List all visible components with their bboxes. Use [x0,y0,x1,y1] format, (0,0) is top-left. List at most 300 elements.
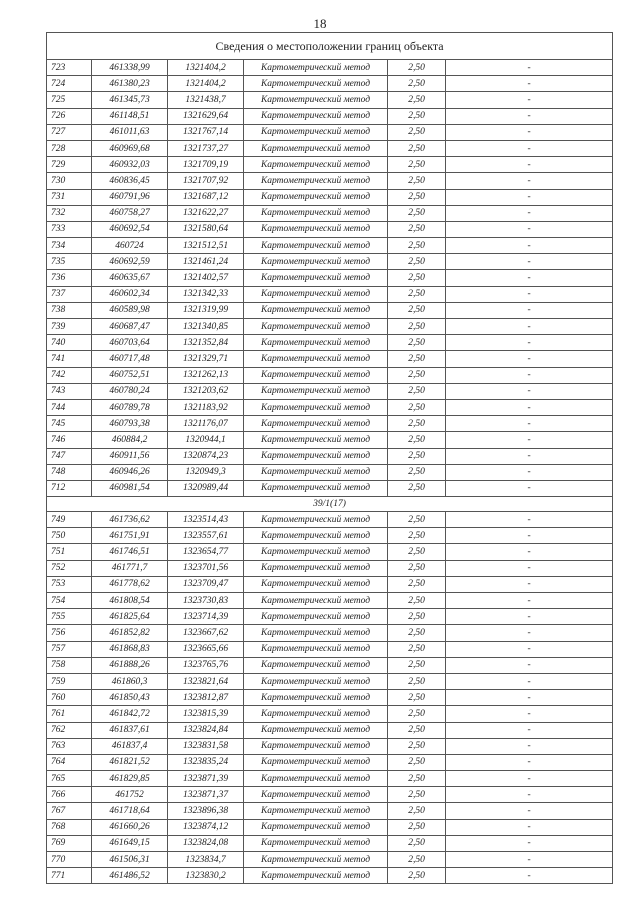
x-coordinate-cell: 461486,52 [92,868,168,884]
description-cell: - [446,335,613,351]
point-number-cell: 751 [47,544,92,560]
x-coordinate-cell: 460687,47 [92,319,168,335]
table-row [47,609,613,625]
x-coordinate-cell: 461338,99 [92,60,168,76]
accuracy-cell: 2,50 [388,399,446,415]
description-cell: - [446,92,613,108]
description-cell: - [446,108,613,124]
table-row [47,657,613,673]
table-row [47,803,613,819]
accuracy-cell: 2,50 [388,432,446,448]
table-row [47,432,613,448]
table-row [47,60,613,76]
accuracy-cell: 2,50 [388,76,446,92]
table-title-row [47,33,613,60]
table-row [47,754,613,770]
x-coordinate-cell: 461751,91 [92,528,168,544]
point-number-cell: 726 [47,108,92,124]
method-cell: Картометрический метод [244,787,388,803]
description-cell: - [446,657,613,673]
accuracy-cell: 2,50 [388,124,446,140]
y-coordinate-cell: 1321404,2 [168,60,244,76]
table-row [47,512,613,528]
accuracy-cell: 2,50 [388,868,446,884]
x-coordinate-cell: 461860,3 [92,673,168,689]
method-cell: Картометрический метод [244,803,388,819]
point-number-cell: 730 [47,173,92,189]
point-number-cell: 754 [47,593,92,609]
table-row [47,124,613,140]
method-cell: Картометрический метод [244,92,388,108]
accuracy-cell: 2,50 [388,576,446,592]
method-cell: Картометрический метод [244,319,388,335]
x-coordinate-cell: 461868,83 [92,641,168,657]
y-coordinate-cell: 1323709,47 [168,576,244,592]
y-coordinate-cell: 1321404,2 [168,76,244,92]
accuracy-cell: 2,50 [388,302,446,318]
table-row [47,351,613,367]
x-coordinate-cell: 461888,26 [92,657,168,673]
table-row [47,254,613,270]
y-coordinate-cell: 1320874,23 [168,448,244,464]
point-number-cell: 728 [47,140,92,156]
description-cell: - [446,124,613,140]
accuracy-cell: 2,50 [388,852,446,868]
table-row [47,771,613,787]
accuracy-cell: 2,50 [388,738,446,754]
description-cell: - [446,60,613,76]
table-row [47,690,613,706]
method-cell: Картометрический метод [244,140,388,156]
method-cell: Картометрический метод [244,625,388,641]
description-cell: - [446,722,613,738]
point-number-cell: 764 [47,754,92,770]
description-cell: - [446,157,613,173]
table-row [47,738,613,754]
description-cell: - [446,754,613,770]
accuracy-cell: 2,50 [388,673,446,689]
description-cell: - [446,319,613,335]
x-coordinate-cell: 461852,82 [92,625,168,641]
point-number-cell: 746 [47,432,92,448]
y-coordinate-cell: 1323834,7 [168,852,244,868]
table-row [47,835,613,851]
accuracy-cell: 2,50 [388,140,446,156]
method-cell: Картометрический метод [244,690,388,706]
x-coordinate-cell: 460692,54 [92,221,168,237]
y-coordinate-cell: 1321176,07 [168,416,244,432]
method-cell: Картометрический метод [244,367,388,383]
method-cell: Картометрический метод [244,270,388,286]
y-coordinate-cell: 1323665,66 [168,641,244,657]
y-coordinate-cell: 1323874,12 [168,819,244,835]
accuracy-cell: 2,50 [388,754,446,770]
accuracy-cell: 2,50 [388,722,446,738]
table-row [47,286,613,302]
method-cell: Картометрический метод [244,302,388,318]
accuracy-cell: 2,50 [388,528,446,544]
point-number-cell: 755 [47,609,92,625]
method-cell: Картометрический метод [244,157,388,173]
description-cell: - [446,238,613,254]
accuracy-cell: 2,50 [388,512,446,528]
point-number-cell: 748 [47,464,92,480]
accuracy-cell: 2,50 [388,92,446,108]
accuracy-cell: 2,50 [388,205,446,221]
y-coordinate-cell: 1323701,56 [168,560,244,576]
accuracy-cell: 2,50 [388,367,446,383]
x-coordinate-cell: 461649,15 [92,835,168,851]
point-number-cell: 733 [47,221,92,237]
section-label: 39/1(17) [47,497,613,512]
method-cell: Картометрический метод [244,238,388,254]
x-coordinate-cell: 461808,54 [92,593,168,609]
y-coordinate-cell: 1321767,14 [168,124,244,140]
method-cell: Картометрический метод [244,60,388,76]
point-number-cell: 766 [47,787,92,803]
accuracy-cell: 2,50 [388,819,446,835]
point-number-cell: 742 [47,367,92,383]
method-cell: Картометрический метод [244,852,388,868]
accuracy-cell: 2,50 [388,641,446,657]
y-coordinate-cell: 1323812,87 [168,690,244,706]
table-row [47,221,613,237]
table-row [47,335,613,351]
y-coordinate-cell: 1321340,85 [168,319,244,335]
point-number-cell: 743 [47,383,92,399]
accuracy-cell: 2,50 [388,480,446,496]
point-number-cell: 729 [47,157,92,173]
table-row [47,173,613,189]
x-coordinate-cell: 461842,72 [92,706,168,722]
y-coordinate-cell: 1323824,08 [168,835,244,851]
point-number-cell: 735 [47,254,92,270]
section-row [47,497,613,512]
accuracy-cell: 2,50 [388,254,446,270]
table-row [47,319,613,335]
accuracy-cell: 2,50 [388,108,446,124]
table-row [47,480,613,496]
table-row [47,528,613,544]
accuracy-cell: 2,50 [388,351,446,367]
x-coordinate-cell: 461380,23 [92,76,168,92]
x-coordinate-cell: 460602,34 [92,286,168,302]
y-coordinate-cell: 1323667,62 [168,625,244,641]
point-number-cell: 739 [47,319,92,335]
accuracy-cell: 2,50 [388,335,446,351]
method-cell: Картометрический метод [244,576,388,592]
point-number-cell: 712 [47,480,92,496]
description-cell: - [446,868,613,884]
method-cell: Картометрический метод [244,76,388,92]
boundary-table [46,32,613,884]
y-coordinate-cell: 1321629,64 [168,108,244,124]
x-coordinate-cell: 460946,26 [92,464,168,480]
description-cell: - [446,738,613,754]
y-coordinate-cell: 1321342,33 [168,286,244,302]
point-number-cell: 759 [47,673,92,689]
y-coordinate-cell: 1323654,77 [168,544,244,560]
description-cell: - [446,576,613,592]
description-cell: - [446,835,613,851]
accuracy-cell: 2,50 [388,835,446,851]
description-cell: - [446,140,613,156]
accuracy-cell: 2,50 [388,544,446,560]
x-coordinate-cell: 460758,27 [92,205,168,221]
x-coordinate-cell: 461752 [92,787,168,803]
table-row [47,641,613,657]
method-cell: Картометрический метод [244,868,388,884]
accuracy-cell: 2,50 [388,221,446,237]
point-number-cell: 723 [47,60,92,76]
table-title: Сведения о местоположении границ объекта [47,33,613,60]
method-cell: Картометрический метод [244,722,388,738]
y-coordinate-cell: 1321183,92 [168,399,244,415]
point-number-cell: 771 [47,868,92,884]
x-coordinate-cell: 460780,24 [92,383,168,399]
x-coordinate-cell: 460969,68 [92,140,168,156]
table-row [47,416,613,432]
y-coordinate-cell: 1323871,37 [168,787,244,803]
description-cell: - [446,512,613,528]
method-cell: Картометрический метод [244,835,388,851]
accuracy-cell: 2,50 [388,286,446,302]
table-row [47,157,613,173]
description-cell: - [446,480,613,496]
y-coordinate-cell: 1321402,57 [168,270,244,286]
point-number-cell: 725 [47,92,92,108]
method-cell: Картометрический метод [244,609,388,625]
x-coordinate-cell: 460789,78 [92,399,168,415]
method-cell: Картометрический метод [244,286,388,302]
table-row [47,593,613,609]
point-number-cell: 763 [47,738,92,754]
method-cell: Картометрический метод [244,754,388,770]
description-cell: - [446,302,613,318]
description-cell: - [446,448,613,464]
y-coordinate-cell: 1320949,3 [168,464,244,480]
description-cell: - [446,416,613,432]
description-cell: - [446,351,613,367]
description-cell: - [446,560,613,576]
table-row [47,464,613,480]
method-cell: Картометрический метод [244,383,388,399]
point-number-cell: 756 [47,625,92,641]
point-number-cell: 770 [47,852,92,868]
x-coordinate-cell: 460692,59 [92,254,168,270]
y-coordinate-cell: 1321709,19 [168,157,244,173]
point-number-cell: 750 [47,528,92,544]
y-coordinate-cell: 1323831,58 [168,738,244,754]
description-cell: - [446,690,613,706]
y-coordinate-cell: 1323871,39 [168,771,244,787]
description-cell: - [446,205,613,221]
y-coordinate-cell: 1323514,43 [168,512,244,528]
method-cell: Картометрический метод [244,448,388,464]
x-coordinate-cell: 461746,51 [92,544,168,560]
method-cell: Картометрический метод [244,560,388,576]
table-row [47,205,613,221]
method-cell: Картометрический метод [244,416,388,432]
description-cell: - [446,641,613,657]
method-cell: Картометрический метод [244,189,388,205]
description-cell: - [446,399,613,415]
method-cell: Картометрический метод [244,673,388,689]
table-row [47,868,613,884]
y-coordinate-cell: 1323821,64 [168,673,244,689]
x-coordinate-cell: 460932,03 [92,157,168,173]
y-coordinate-cell: 1323815,39 [168,706,244,722]
description-cell: - [446,625,613,641]
x-coordinate-cell: 460791,96 [92,189,168,205]
y-coordinate-cell: 1321203,62 [168,383,244,399]
method-cell: Картометрический метод [244,528,388,544]
point-number-cell: 741 [47,351,92,367]
method-cell: Картометрический метод [244,173,388,189]
table-body [47,33,613,884]
y-coordinate-cell: 1323835,24 [168,754,244,770]
table-row [47,819,613,835]
table-row [47,787,613,803]
accuracy-cell: 2,50 [388,464,446,480]
method-cell: Картометрический метод [244,351,388,367]
table-row [47,544,613,560]
method-cell: Картометрический метод [244,593,388,609]
point-number-cell: 734 [47,238,92,254]
x-coordinate-cell: 461771,7 [92,560,168,576]
table-row [47,722,613,738]
accuracy-cell: 2,50 [388,609,446,625]
page-number: 18 [313,16,327,31]
description-cell: - [446,383,613,399]
method-cell: Картометрический метод [244,432,388,448]
y-coordinate-cell: 1320989,44 [168,480,244,496]
method-cell: Картометрический метод [244,124,388,140]
table-row [47,673,613,689]
y-coordinate-cell: 1323896,38 [168,803,244,819]
accuracy-cell: 2,50 [388,189,446,205]
y-coordinate-cell: 1321622,27 [168,205,244,221]
table-row [47,576,613,592]
point-number-cell: 760 [47,690,92,706]
x-coordinate-cell: 460752,51 [92,367,168,383]
point-number-cell: 745 [47,416,92,432]
table-row [47,140,613,156]
description-cell: - [446,609,613,625]
method-cell: Картометрический метод [244,335,388,351]
point-number-cell: 740 [47,335,92,351]
accuracy-cell: 2,50 [388,657,446,673]
method-cell: Картометрический метод [244,512,388,528]
y-coordinate-cell: 1323714,39 [168,609,244,625]
description-cell: - [446,76,613,92]
point-number-cell: 762 [47,722,92,738]
x-coordinate-cell: 460717,48 [92,351,168,367]
x-coordinate-cell: 460703,64 [92,335,168,351]
x-coordinate-cell: 460635,67 [92,270,168,286]
point-number-cell: 765 [47,771,92,787]
x-coordinate-cell: 460911,56 [92,448,168,464]
y-coordinate-cell: 1321737,27 [168,140,244,156]
accuracy-cell: 2,50 [388,560,446,576]
accuracy-cell: 2,50 [388,270,446,286]
method-cell: Картометрический метод [244,254,388,270]
method-cell: Картометрический метод [244,399,388,415]
point-number-cell: 731 [47,189,92,205]
method-cell: Картометрический метод [244,706,388,722]
table-row [47,399,613,415]
description-cell: - [446,173,613,189]
table-row [47,189,613,205]
description-cell: - [446,673,613,689]
point-number-cell: 737 [47,286,92,302]
accuracy-cell: 2,50 [388,448,446,464]
description-cell: - [446,787,613,803]
method-cell: Картометрический метод [244,738,388,754]
y-coordinate-cell: 1323730,83 [168,593,244,609]
point-number-cell: 727 [47,124,92,140]
description-cell: - [446,528,613,544]
y-coordinate-cell: 1323830,2 [168,868,244,884]
accuracy-cell: 2,50 [388,706,446,722]
method-cell: Картометрический метод [244,480,388,496]
y-coordinate-cell: 1321319,99 [168,302,244,318]
table-row [47,270,613,286]
table-row [47,448,613,464]
x-coordinate-cell: 461825,64 [92,609,168,625]
description-cell: - [446,852,613,868]
description-cell: - [446,706,613,722]
point-number-cell: 736 [47,270,92,286]
y-coordinate-cell: 1321438,7 [168,92,244,108]
accuracy-cell: 2,50 [388,157,446,173]
point-number-cell: 758 [47,657,92,673]
y-coordinate-cell: 1321687,12 [168,189,244,205]
y-coordinate-cell: 1323557,61 [168,528,244,544]
point-number-cell: 768 [47,819,92,835]
point-number-cell: 767 [47,803,92,819]
y-coordinate-cell: 1321352,84 [168,335,244,351]
x-coordinate-cell: 460589,98 [92,302,168,318]
x-coordinate-cell: 461736,62 [92,512,168,528]
table-row [47,852,613,868]
method-cell: Картометрический метод [244,108,388,124]
x-coordinate-cell: 461837,4 [92,738,168,754]
accuracy-cell: 2,50 [388,238,446,254]
x-coordinate-cell: 461821,52 [92,754,168,770]
x-coordinate-cell: 461506,31 [92,852,168,868]
description-cell: - [446,286,613,302]
table-row [47,625,613,641]
x-coordinate-cell: 461850,43 [92,690,168,706]
method-cell: Картометрический метод [244,464,388,480]
table-row [47,706,613,722]
x-coordinate-cell: 461837,61 [92,722,168,738]
method-cell: Картометрический метод [244,657,388,673]
x-coordinate-cell: 461829,85 [92,771,168,787]
description-cell: - [446,254,613,270]
accuracy-cell: 2,50 [388,625,446,641]
accuracy-cell: 2,50 [388,803,446,819]
y-coordinate-cell: 1321262,13 [168,367,244,383]
point-number-cell: 738 [47,302,92,318]
method-cell: Картометрический метод [244,641,388,657]
table-row [47,108,613,124]
point-number-cell: 747 [47,448,92,464]
method-cell: Картометрический метод [244,205,388,221]
accuracy-cell: 2,50 [388,60,446,76]
description-cell: - [446,544,613,560]
